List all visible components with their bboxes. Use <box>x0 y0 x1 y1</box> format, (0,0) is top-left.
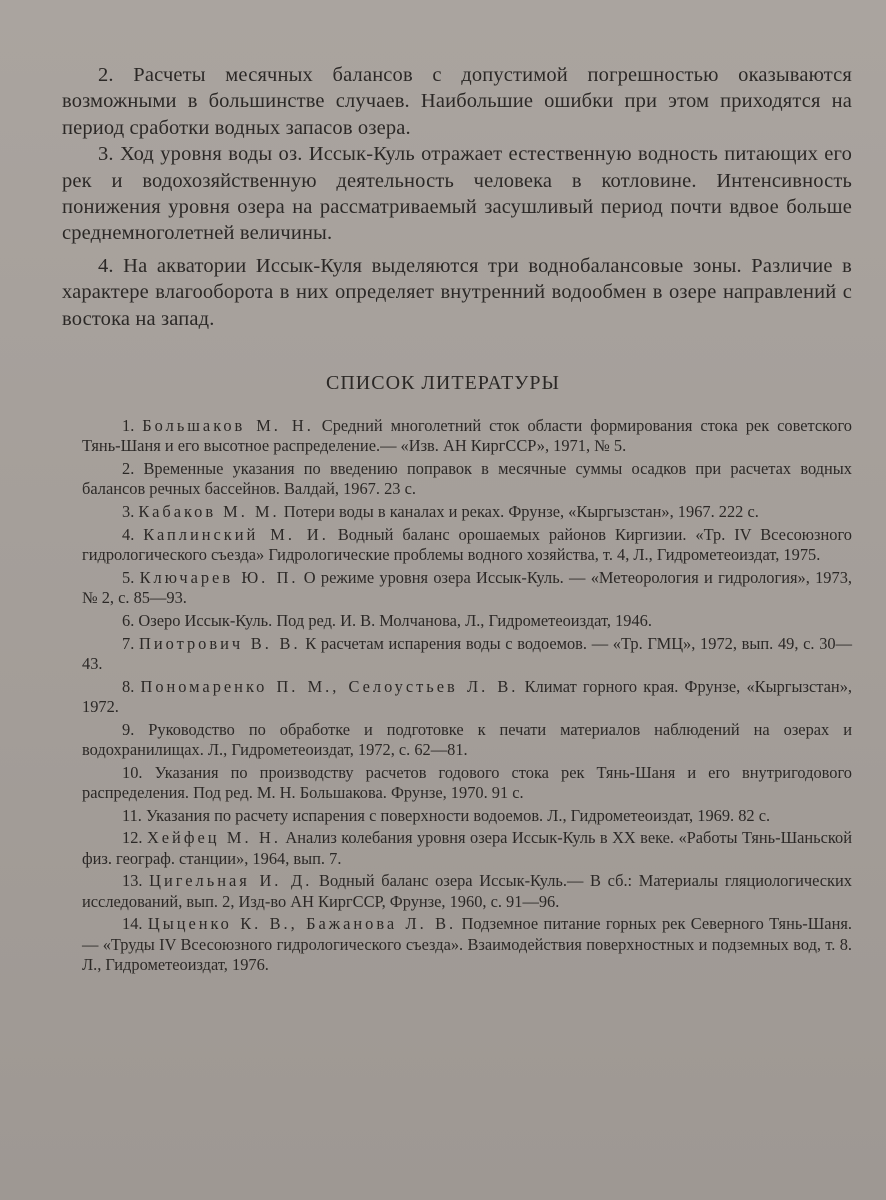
reference-text: Анализ колебания уровня озера Иссык-Куль в XX веке. «Работы Тянь-Шаньской физ. географ. станции», 1964, вып. 7. <box>82 828 853 868</box>
reference-number: 12. <box>122 828 143 848</box>
reference-text: Указания по производству расчетов годового стока рек Тянь-Шаня и его внутригодового распределения. Под ред. М. Н. Большакова. Фрунзе, 1970. 91 с. <box>82 762 852 802</box>
reference-number: 7. <box>122 633 135 653</box>
reference-text: Водный баланс озера Иссык-Куль.— В сб.: Материалы гляциологических исследований, вып. 2, Изд-во АН КиргССР, Фрунзе, 1960, с. 91—96. <box>82 871 852 911</box>
reference-item <box>82 914 852 975</box>
conclusion-paragraph-2: 2. Расчеты месячных балансов с допустимой погрешностью оказываются возможными в большинстве случаев. Наибольшие ошибки при этом приходятся на период сработки водных запасов озера. <box>62 64 852 139</box>
reference-text: Руководство по обработке и подготовке к печати материалов наблюдений на озерах и водохранилищах. Л., Гидрометеоиздат, 1972, с. 62—81. <box>82 719 852 759</box>
reference-text: Подземное питание горных рек Северного Тянь-Шаня. — «Труды IV Всесоюзного гидрологического съезда». Взаимодействия поверхностных и подземных вод, т. 8. Л., Гидрометеоиздат, 1976. <box>82 914 852 974</box>
reference-number: 13. <box>122 871 143 891</box>
reference-author: Цигельная И. Д. <box>149 871 313 891</box>
reference-author: Пономаренко П. М., Селоустьев Л. В. <box>140 676 519 696</box>
reference-author: Пиотрович В. В. <box>139 633 301 653</box>
references-heading: СПИСОК ЛИТЕРАТУРЫ <box>326 372 560 394</box>
reference-number: 1. <box>122 416 135 435</box>
reference-number: 9. <box>122 719 135 739</box>
reference-number: 8. <box>122 676 135 696</box>
reference-text: К расчетам испарения воды с водоемов. — «Тр. ГМЦ», 1972, вып. 49, с. 30—43. <box>82 633 852 673</box>
reference-text: Потери воды в каналах и реках. Фрунзе, «Кыргызстан», 1967. 222 с. <box>283 502 759 521</box>
reference-item <box>82 502 852 522</box>
reference-author: Каплинский М. И. <box>143 524 329 544</box>
reference-item <box>82 677 852 717</box>
reference-number: 11. <box>122 805 142 825</box>
reference-author: Ключарев Ю. П. <box>139 567 299 587</box>
reference-author: Цыценко К. В., Бажанова Л. В. <box>147 914 457 934</box>
reference-item <box>82 416 852 456</box>
reference-item <box>82 806 852 826</box>
reference-text: Водный баланс орошаемых районов Киргизии. «Тр. IV Всесоюзного гидрологического съезда» Гидрологические проблемы водного хозяйства, т. 4, Л., Гидрометеоиздат, 1975. <box>82 524 852 564</box>
reference-item <box>82 720 852 760</box>
reference-item <box>82 634 852 674</box>
reference-item <box>82 611 852 631</box>
reference-item <box>82 525 852 565</box>
reference-number: 14. <box>122 914 143 934</box>
reference-number: 3. <box>122 502 135 521</box>
reference-number: 2. <box>122 459 135 478</box>
reference-text: Климат горного края. Фрунзе, «Кыргызстан», 1972. <box>82 676 852 716</box>
conclusions-text <box>62 62 852 332</box>
reference-text: Озеро Иссык-Куль. Под ред. И. В. Молчанова, Л., Гидрометеоиздат, 1946. <box>138 610 652 630</box>
reference-number: 6. <box>122 610 135 630</box>
reference-text: Средний многолетний сток области формирования стока рек советского Тянь-Шаня и его высотное распределение.— «Изв. АН КиргССР», 1971, № 5. <box>82 416 852 456</box>
reference-item <box>82 763 852 803</box>
reference-item <box>82 871 852 911</box>
reference-text: Указания по расчету испарения с поверхности водоемов. Л., Гидрометеоиздат, 1969. 82 с. <box>146 805 771 825</box>
reference-text: Временные указания по введению поправок в месячные суммы осадков при расчетах водных балансов речных бассейнов. Валдай, 1967. 23 с. <box>82 459 852 499</box>
reference-list <box>82 416 852 978</box>
conclusion-paragraph-3: 3. Ход уровня воды оз. Иссык-Куль отражает естественную водность питающих его рек и водохозяйственную деятельность человека в котловине. Интенсивность понижения уровня озера на рассматриваемый засушливый период почти вдвое больше среднемноголетней величины. <box>62 143 852 245</box>
reference-item <box>82 459 852 499</box>
conclusion-paragraph-4: 4. На акватории Иссык-Куля выделяются три воднобалансовые зоны. Различие в характере влагооборота в них определяет внутренний водообмен в озере направлений с востока на запад. <box>62 254 852 330</box>
reference-author: Хейфец М. Н. <box>146 828 281 848</box>
reference-author: Большаков М. Н. <box>142 416 314 435</box>
reference-text: О режиме уровня озера Иссык-Куль. — «Метеорология и гидрология», 1973, № 2, с. 85—93. <box>82 567 852 607</box>
reference-author: Кабаков М. М. <box>138 502 280 521</box>
reference-number: 4. <box>122 524 135 544</box>
reference-item <box>82 828 852 868</box>
reference-number: 5. <box>122 567 135 587</box>
reference-item <box>82 568 852 608</box>
reference-number: 10. <box>122 762 143 782</box>
